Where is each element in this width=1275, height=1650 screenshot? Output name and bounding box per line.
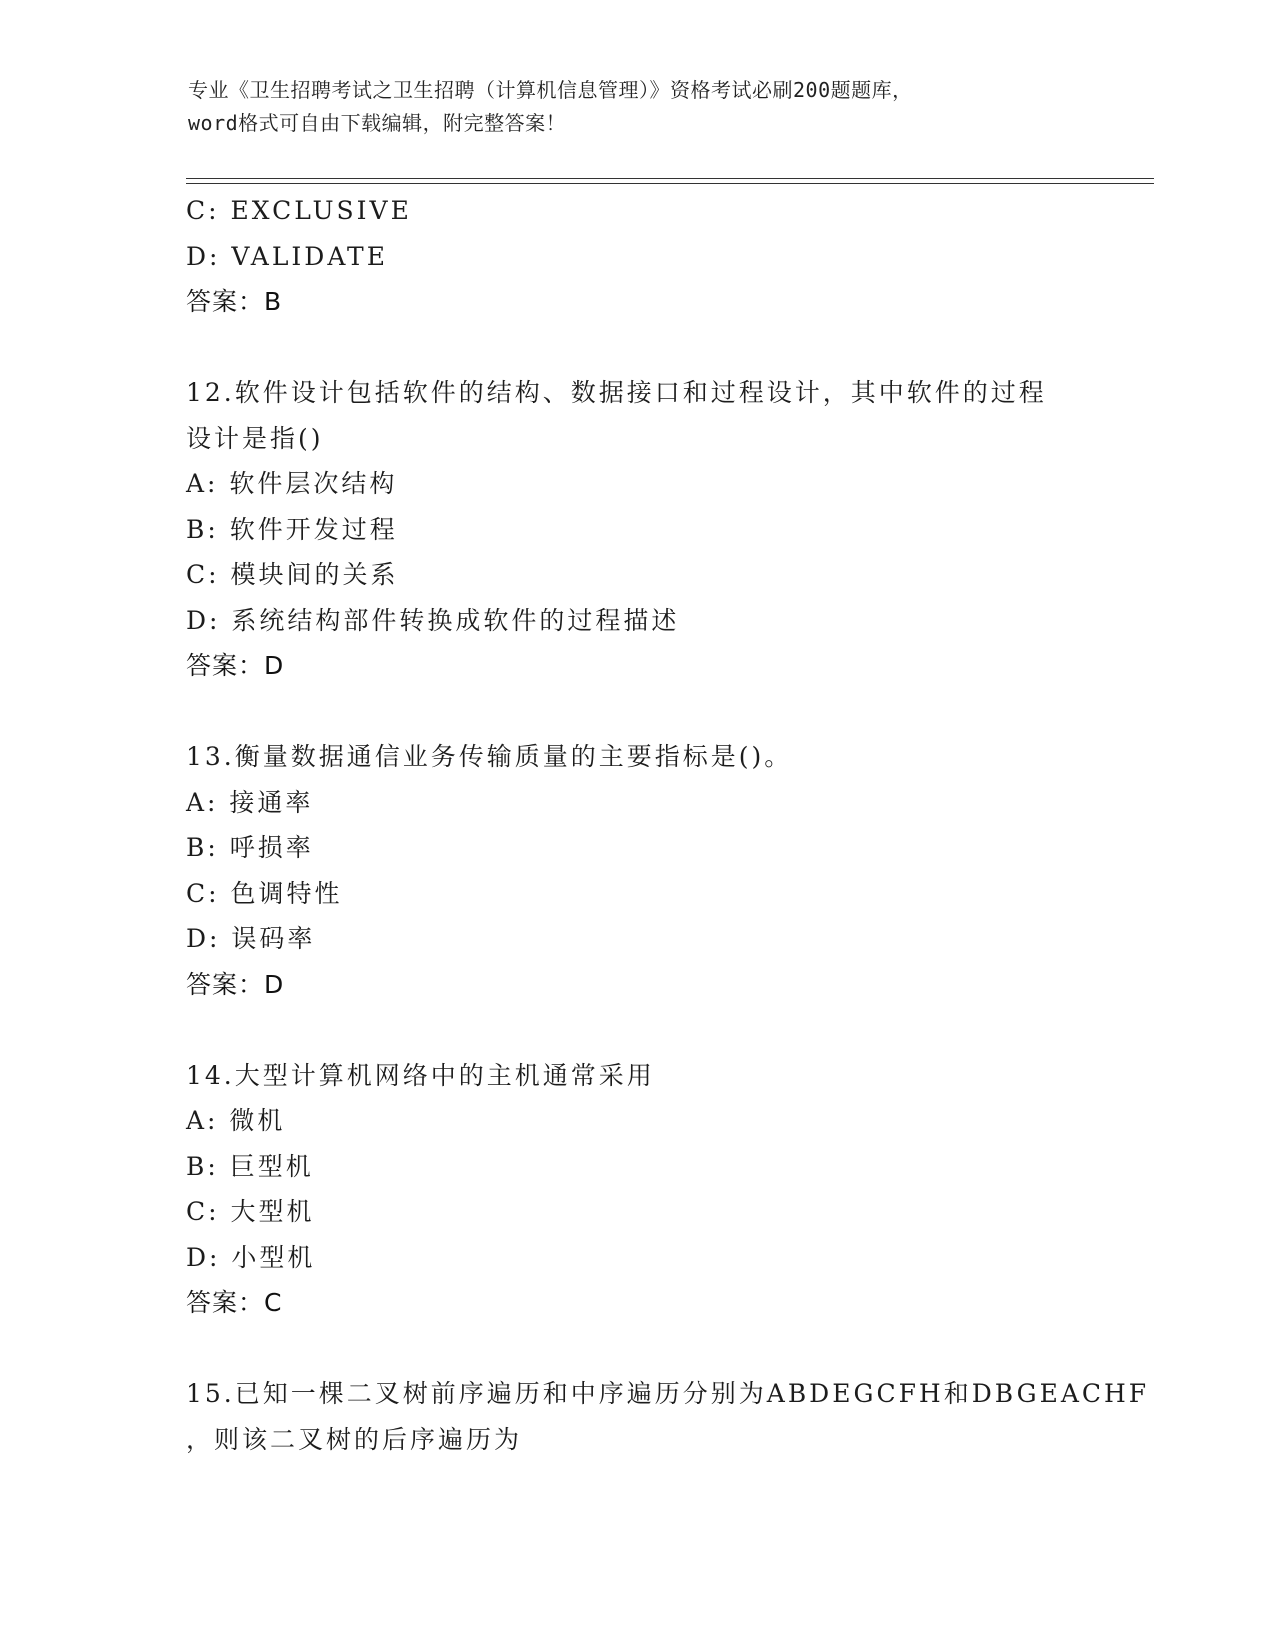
header-divider <box>186 178 1154 184</box>
question-stem-continued: 设计是指() <box>186 423 324 453</box>
question-stem: 13.衡量数据通信业务传输质量的主要指标是()。 <box>186 742 793 771</box>
question-15 <box>186 1371 1150 1462</box>
option-a: A: 微机 <box>186 1106 286 1135</box>
question-14 <box>186 1053 1086 1326</box>
spacer <box>186 1326 1086 1372</box>
option-b: B: 巨型机 <box>186 1151 314 1181</box>
option-a: A: 接通率 <box>186 787 314 817</box>
spacer <box>186 325 1086 371</box>
option-c: C: 大型机 <box>186 1197 315 1226</box>
spacer <box>186 689 1086 735</box>
option-a: A: 软件层次结构 <box>186 469 398 498</box>
question-stem: 14.大型计算机网络中的主机通常采用 <box>186 1060 655 1090</box>
option-d: D: VALIDATE <box>186 241 388 271</box>
option-b: B: 软件开发过程 <box>186 514 398 544</box>
option-d: D: 系统结构部件转换成软件的过程描述 <box>186 605 680 635</box>
question-stem-continued: ，则该二叉树的后序遍历为 <box>186 1424 523 1454</box>
spacer <box>186 1007 1086 1053</box>
option-c: C: 模块间的关系 <box>186 560 399 589</box>
question-stem: 15.已知一棵二叉树前序遍历和中序遍历分别为ABDEGCFH和DBGEACHF <box>186 1379 1150 1408</box>
header-title-line-1: 专业《卫生招聘考试之卫生招聘（计算机信息管理）》资格考试必刷200题题库， <box>188 78 913 102</box>
option-c: C: EXCLUSIVE <box>186 196 412 225</box>
option-d: D: 小型机 <box>186 1242 316 1272</box>
question-stem: 12.软件设计包括软件的结构、数据接口和过程设计，其中软件的过程 <box>186 378 1047 407</box>
question-13 <box>186 734 1086 1007</box>
question-12 <box>186 370 1086 689</box>
answer-line: 答案：D <box>186 651 285 680</box>
answer-line: 答案：C <box>186 1288 283 1317</box>
option-c: C: 色调特性 <box>186 878 343 908</box>
previous-question <box>186 188 1086 325</box>
header-title-line-2: word格式可自由下载编辑，附完整答案！ <box>188 111 567 135</box>
option-b: B: 呼损率 <box>186 833 314 862</box>
answer-line: 答案：B <box>186 287 283 316</box>
document-header <box>188 74 1088 140</box>
question-content <box>186 188 1150 1462</box>
option-d: D: 误码率 <box>186 924 316 953</box>
answer-line: 答案：D <box>186 969 285 999</box>
